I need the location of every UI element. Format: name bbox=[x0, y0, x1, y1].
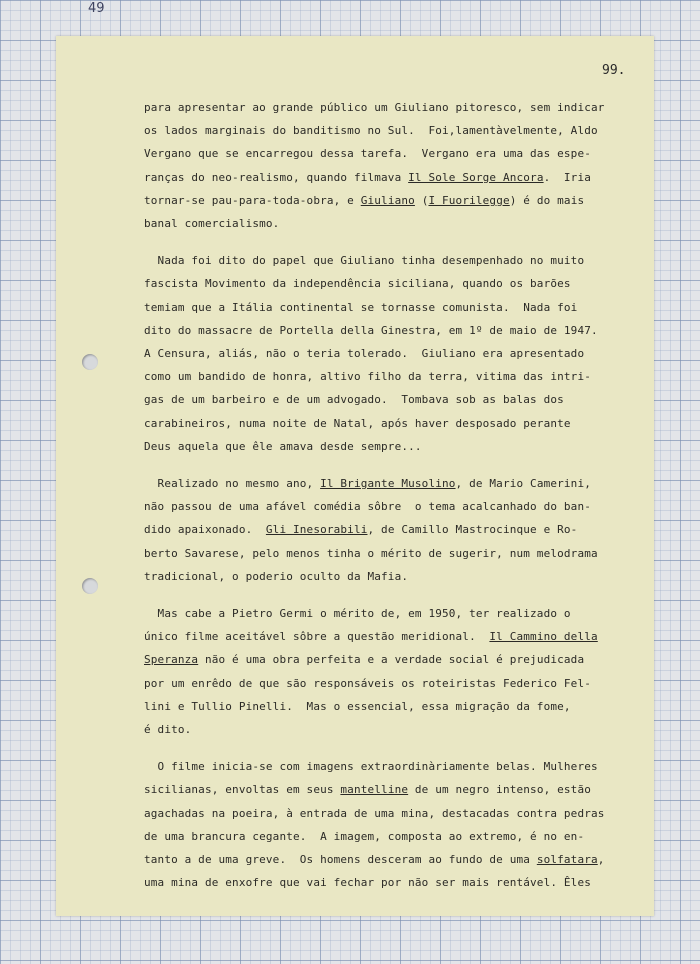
text-line bbox=[144, 848, 628, 871]
text-run: é dito. bbox=[144, 723, 192, 737]
text-line bbox=[144, 96, 628, 119]
text-run: , de Mario Camerini, bbox=[455, 477, 591, 491]
text-run: carabineiros, numa noite de Natal, após haver desposado perante bbox=[144, 416, 571, 430]
underlined-title: solfatara bbox=[536, 853, 598, 867]
text-run: , bbox=[597, 853, 605, 867]
text-run: não passou de uma afável comédia sôbre o tema acalcanhado do ban- bbox=[144, 500, 591, 514]
paragraph bbox=[144, 602, 628, 741]
text-run: tanto a de uma greve. Os homens desceram ao fundo de uma bbox=[144, 853, 537, 867]
text-line bbox=[144, 272, 628, 295]
text-run: A Censura, aliás, não o teria tolerado. Giuliano era apresentado bbox=[144, 347, 585, 361]
paragraph bbox=[144, 472, 628, 588]
text-run: por um enrêdo de que são responsáveis os roteiristas Federico Fel- bbox=[144, 676, 591, 690]
text-run: Vergano que se encarregou dessa tarefa. Vergano era uma das espe- bbox=[144, 147, 591, 161]
text-run: . Iria bbox=[543, 170, 592, 184]
text-run: temiam que a Itália continental se tornasse comunista. Nada foi bbox=[144, 300, 578, 314]
text-line bbox=[144, 602, 628, 625]
underlined-title: Speranza bbox=[144, 653, 199, 667]
text-run: para apresentar ao grande público um Giuliano pitoresco, sem indicar bbox=[144, 101, 605, 114]
text-run: agachadas na poeira, à entrada de uma mina, destacadas contra pedras bbox=[144, 806, 605, 820]
text-run: , de Camillo Mastrocinque e Ro- bbox=[367, 523, 578, 537]
underlined-title: I Fuorilegge bbox=[428, 193, 510, 207]
underlined-title: Giuliano bbox=[360, 193, 415, 207]
text-run: Mas cabe a Pietro Germi o mérito de, em 1950, ter realizado o bbox=[144, 607, 571, 621]
text-run: gas de um barbeiro e de um advogado. Tombava sob as balas dos bbox=[144, 393, 564, 407]
text-line bbox=[144, 495, 628, 518]
text-run: de um negro intenso, estão bbox=[408, 783, 591, 797]
text-run: ( bbox=[414, 193, 429, 207]
text-run: Nada foi dito do papel que Giuliano tinha desempenhado no muito bbox=[144, 254, 585, 268]
text-run: uma mina de enxofre que vai fechar por não ser mais rentável. Êles bbox=[144, 876, 591, 890]
underlined-title: Gli Inesorabili bbox=[265, 523, 368, 537]
text-line bbox=[144, 388, 628, 411]
text-run: de uma brancura cegante. A imagem, composta ao extremo, é no en- bbox=[144, 829, 585, 843]
underlined-title: Il Brigante Musolino bbox=[320, 477, 456, 491]
text-line bbox=[144, 365, 628, 388]
text-line bbox=[144, 296, 628, 319]
text-run: sicilianas, envoltas em seus bbox=[144, 783, 341, 797]
typed-page-number: 99. bbox=[602, 63, 626, 78]
text-line bbox=[144, 166, 628, 189]
underlined-title: mantelline bbox=[340, 783, 409, 797]
text-line bbox=[144, 672, 628, 695]
paragraph bbox=[144, 755, 628, 894]
text-line bbox=[144, 625, 628, 648]
text-run: Deus aquela que êle amava desde sempre... bbox=[144, 439, 422, 453]
text-run: dito do massacre de Portella della Ginestra, em 1º de maio de 1947. bbox=[144, 323, 598, 337]
text-run: ) é do mais bbox=[509, 193, 585, 207]
text-line bbox=[144, 778, 628, 801]
text-line bbox=[144, 648, 628, 671]
text-run: fascista Movimento da independência siciliana, quando os barões bbox=[144, 277, 571, 291]
text-line bbox=[144, 142, 628, 165]
underlined-title: Il Cammino della bbox=[489, 630, 598, 644]
punch-hole-lower bbox=[82, 578, 98, 594]
paragraph bbox=[144, 249, 628, 458]
text-run: único filme aceitável sôbre a questão meridional. bbox=[144, 630, 490, 644]
text-run: Realizado no mesmo ano, bbox=[144, 477, 321, 491]
text-line bbox=[144, 755, 628, 778]
text-line bbox=[144, 695, 628, 718]
text-line bbox=[144, 189, 628, 212]
text-line bbox=[144, 412, 628, 435]
text-line bbox=[144, 435, 628, 458]
text-line bbox=[144, 119, 628, 142]
text-run: ranças do neo-realismo, quando filmava bbox=[144, 170, 409, 184]
text-line bbox=[144, 319, 628, 342]
text-line bbox=[144, 802, 628, 825]
text-line bbox=[144, 718, 628, 741]
text-run: tornar-se pau-para-toda-obra, e bbox=[144, 193, 361, 207]
underlined-title: Il Sole Sorge Ancora bbox=[408, 170, 544, 184]
text-line bbox=[144, 565, 628, 588]
text-line bbox=[144, 249, 628, 272]
text-line bbox=[144, 542, 628, 565]
text-run: dido apaixonado. bbox=[144, 523, 266, 537]
text-run: berto Savarese, pelo menos tinha o mérito de sugerir, num melodrama bbox=[144, 546, 598, 560]
text-run: banal comercialismo. bbox=[144, 217, 280, 231]
text-line bbox=[144, 871, 628, 894]
text-run: os lados marginais do banditismo no Sul. Foi,lamentàvelmente, Aldo bbox=[144, 124, 598, 138]
text-run: lini e Tullio Pinelli. Mas o essencial, essa migração da fome, bbox=[144, 699, 571, 713]
text-run: não é uma obra perfeita e a verdade social é prejudicada bbox=[198, 653, 585, 667]
text-line bbox=[144, 518, 628, 541]
text-run: como um bandido de honra, altivo filho da terra, vitima das intri- bbox=[144, 370, 591, 384]
text-line bbox=[144, 342, 628, 365]
paragraph bbox=[144, 96, 628, 235]
handwritten-page-number: 49 bbox=[88, 1, 105, 16]
text-run: O filme inicia-se com imagens extraordinàriamente belas. Mulheres bbox=[144, 760, 598, 774]
punch-hole-upper bbox=[82, 354, 98, 370]
body-text bbox=[144, 96, 628, 909]
text-line bbox=[144, 825, 628, 848]
text-line bbox=[144, 472, 628, 495]
text-line bbox=[144, 212, 628, 235]
text-run: tradicional, o poderio oculto da Mafia. bbox=[144, 569, 409, 583]
